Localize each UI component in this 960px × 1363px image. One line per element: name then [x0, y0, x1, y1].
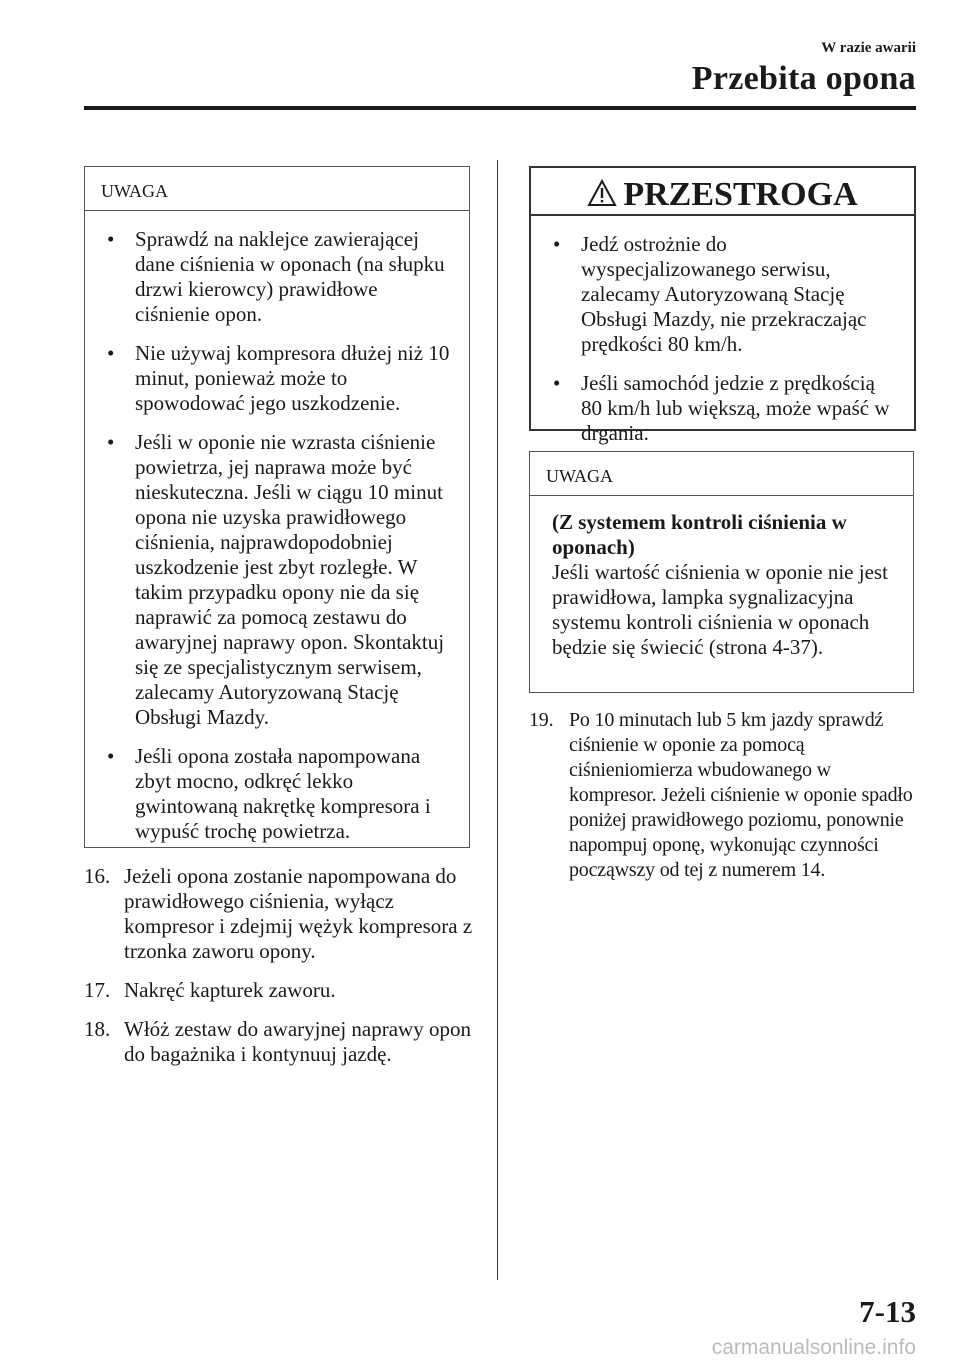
bullet-dot-icon: • [107, 430, 115, 454]
bullet-dot-icon: • [107, 341, 115, 365]
note-box-title: UWAGA [85, 167, 469, 211]
step-item [84, 864, 484, 964]
step-text: Nakręć kapturek zaworu. [124, 978, 336, 1002]
steps-list-right [529, 708, 919, 897]
watermark: carmanualsonline.info [711, 1336, 916, 1359]
step-text: Po 10 minutach lub 5 km jazdy sprawdź ciśnienie w oponie za pomocą ciśnieniomierza wbudowanego w kompresor. Jeżeli ciśnienie w oponie spadło poniżej prawidłowego poziomu, ponownie napompuj oponę, wykonując czynności począwszy od tej z numerem 14. [569, 709, 913, 881]
section-name: W razie awarii [821, 40, 916, 56]
step-number: 16. [84, 864, 111, 888]
step-item [84, 1017, 484, 1067]
bullet-dot-icon: • [553, 371, 561, 395]
header-rule [84, 106, 916, 110]
caution-box-title: PRZESTROGA [531, 168, 914, 216]
note-bullet: • Sprawdź na naklejce zawierającej dane ciśnienia w oponach (na słupku drzwi kierowcy) prawidłowe ciśnienie opon. [107, 227, 445, 326]
step-number: 19. [529, 709, 554, 731]
note-box-body [85, 211, 469, 858]
caution-box [529, 166, 916, 445]
step-text: Jeżeli opona zostanie napompowana do prawidłowego ciśnienia, wyłącz kompresor i zdejmij wężyk kompresora z trzonka zaworu opony. [124, 864, 473, 963]
step-item [529, 708, 919, 883]
note-bullet: • Jeśli w oponie nie wzrasta ciśnienie powietrza, jej naprawa może być nieskuteczna. Jeśli w ciągu 10 minut opona nie uzyska prawidłowego ciśnienia, najprawdopodobniej uszkodzenie jest zbyt rozległe. W takim przypadku opony nie da się naprawić za pomocą zestawu do awaryjnej naprawy opon. Skontaktuj się ze specjalistycznym serwisem, zalecamy Autoryzowaną Stację Obsługi Mazdy. [107, 430, 445, 729]
caution-bullet: • Jeśli samochód jedzie z prędkością 80 km/h lub większą, może wpaść w drgania. [553, 371, 890, 445]
column-divider [497, 160, 498, 1280]
note-text: Jeśli wartość ciśnienia w oponie nie jest prawidłowa, lampka sygnalizacyjna systemu kontroli ciśnienia w oponach będzie się świecić (strona 4-37). [552, 560, 888, 659]
note-subheading: (Z systemem kontroli ciśnienia w oponach) [552, 510, 847, 559]
warning-triangle-icon [587, 178, 617, 216]
page-number: 7-13 [859, 1294, 916, 1329]
step-number: 18. [84, 1017, 111, 1041]
step-item [84, 978, 484, 1003]
bullet-dot-icon: • [553, 232, 561, 256]
caution-bullet: • Jedź ostrożnie do wyspecjalizowanego serwisu, zalecamy Autoryzowaną Stację Obsługi Mazdy, nie przekraczając prędkości 80 km/h. [553, 232, 867, 356]
note-bullet: • Nie używaj kompresora dłużej niż 10 minut, ponieważ może to spowodować jego uszkodzenie. [107, 341, 450, 415]
note-box-tpms [529, 451, 914, 693]
step-number: 17. [84, 978, 111, 1002]
running-header [821, 40, 916, 57]
step-text: Włóż zestaw do awaryjnej naprawy opon do bagażnika i kontynuuj jazdę. [124, 1017, 471, 1066]
caution-box-body [531, 216, 914, 460]
note-bullet: • Jeśli opona została napompowana zbyt mocno, odkręć lekko gwintowaną nakrętkę kompresora i wypuść trochę powietrza. [107, 744, 431, 843]
bullet-dot-icon: • [107, 227, 115, 251]
note-box-body [530, 496, 913, 670]
note-box-title: UWAGA [530, 452, 913, 496]
steps-list-left [84, 864, 484, 1081]
note-box [84, 166, 470, 848]
bullet-dot-icon: • [107, 744, 115, 768]
page-title: Przebita opona [691, 60, 916, 97]
